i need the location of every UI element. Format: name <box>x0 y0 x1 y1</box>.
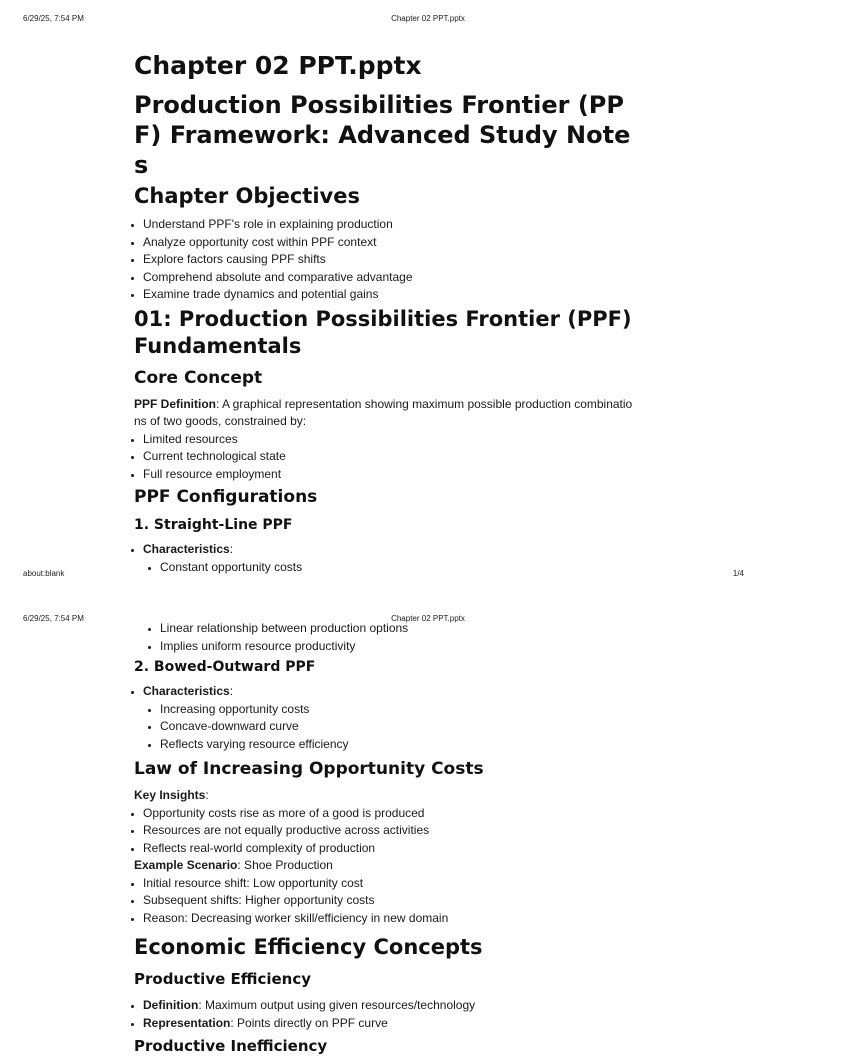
list-item: • Initial resource shift: Low opportunity cost <box>143 875 634 893</box>
list-item: • Resources are not equally productive across activities <box>143 822 634 840</box>
list-item: • Limited resources <box>143 431 634 449</box>
list-item <box>143 620 634 655</box>
straight-line-ppf-heading: 1. Straight-Line PPF <box>134 517 293 533</box>
print-footer-page: 1/4 <box>732 569 744 578</box>
straight-line-list-cont <box>134 620 634 655</box>
bowed-outward-list <box>134 683 634 753</box>
list-item: • Characteristics: • Increasing opportunity costs • Concave-downward curve • Reflects varying resource efficiency <box>143 683 634 753</box>
core-concept-heading: Core Concept <box>134 367 263 388</box>
productive-efficiency-list <box>134 997 634 1032</box>
ppf-configurations-heading: PPF Configurations <box>134 487 318 507</box>
productive-efficiency-heading: Productive Efficiency <box>134 970 312 988</box>
list-item <box>143 1015 634 1033</box>
example-scenario-text: : Shoe Production <box>237 858 333 872</box>
list-item: • Linear relationship between production options <box>160 620 634 638</box>
key-insights-list <box>134 805 634 858</box>
law-heading: Law of Increasing Opportunity Costs <box>134 759 484 779</box>
key-insights-label: Key Insights: <box>134 788 209 802</box>
characteristics-label: Characteristics <box>143 542 230 556</box>
list-item: • Characteristics: • Constant opportunity costs <box>143 541 634 576</box>
example-scenario <box>134 857 634 875</box>
ppf-definition-label: PPF Definition <box>134 396 216 411</box>
definition-text: : Maximum output using given resources/technology <box>198 998 476 1012</box>
section-01-heading: 01: Production Possibilities Frontier (PPF) Fundamentals <box>134 306 632 358</box>
list-item: • Constant opportunity costs <box>160 559 634 577</box>
definition-label: Definition <box>143 998 199 1012</box>
characteristics-label: Characteristics <box>143 684 230 698</box>
print-header-datetime: 6/29/25, 7:54 PM <box>23 14 84 23</box>
list-item: • Full resource employment <box>143 466 634 484</box>
list-item: • Opportunity costs rise as more of a good is produced <box>143 805 634 823</box>
representation-label: Representation <box>143 1015 231 1030</box>
straight-line-list <box>134 541 634 576</box>
print-footer-url: about:blank <box>23 569 65 578</box>
print-page-2 <box>0 600 768 1055</box>
ppf-definition-text: : A graphical representation showing maximum possible production combinations of two goods, constrained by: <box>134 396 633 428</box>
document-title: Chapter 02 PPT.pptx <box>134 51 422 80</box>
list-item: • Explore factors causing PPF shifts <box>143 251 634 269</box>
print-header-datetime: 6/29/25, 7:54 PM <box>23 614 84 623</box>
list-item: • Comprehend absolute and comparative advantage <box>143 269 634 287</box>
ppf-definition <box>134 396 634 431</box>
list-item: • Subsequent shifts: Higher opportunity costs <box>143 892 634 910</box>
list-item: • Reason: Decreasing worker skill/efficiency in new domain <box>143 910 634 928</box>
key-insights-label-text: Key Insights <box>134 788 206 802</box>
list-item: • Current technological state <box>143 448 634 466</box>
main-heading: Production Possibilities Frontier (PPF) Framework: Advanced Study Notes <box>134 91 631 179</box>
objectives-heading: Chapter Objectives <box>134 184 360 208</box>
representation-text: : Points directly on PPF curve <box>230 1015 388 1030</box>
list-item: • Increasing opportunity costs <box>160 701 634 719</box>
straight-line-sublist-cont <box>143 620 634 655</box>
list-item: • Concave-downward curve <box>160 718 634 736</box>
list-item: • Reflects varying resource efficiency <box>160 736 634 754</box>
print-header-docname: Chapter 02 PPT.pptx <box>391 14 465 23</box>
list-item: • Reflects real-world complexity of production <box>143 840 634 858</box>
bowed-outward-ppf-heading: 2. Bowed-Outward PPF <box>134 659 316 675</box>
list-item: • Implies uniform resource productivity <box>160 638 634 656</box>
productive-inefficiency-heading: Productive Inefficiency <box>134 1037 328 1055</box>
list-item: • Analyze opportunity cost within PPF context <box>143 234 634 252</box>
example-scenario-label: Example Scenario <box>134 858 238 872</box>
page2-content <box>134 620 634 1064</box>
scenario-list <box>134 875 634 928</box>
list-item: • Understand PPF's role in explaining production <box>143 216 634 234</box>
objectives-list <box>134 216 634 304</box>
efficiency-heading: Economic Efficiency Concepts <box>134 935 483 959</box>
straight-line-sublist <box>143 559 634 577</box>
list-item: • Examine trade dynamics and potential gains <box>143 286 634 304</box>
list-item <box>143 997 634 1015</box>
bowed-outward-sublist <box>143 701 634 754</box>
print-header-docname: Chapter 02 PPT.pptx <box>391 614 465 623</box>
constraints-list <box>134 431 634 484</box>
page1-content <box>134 48 634 576</box>
